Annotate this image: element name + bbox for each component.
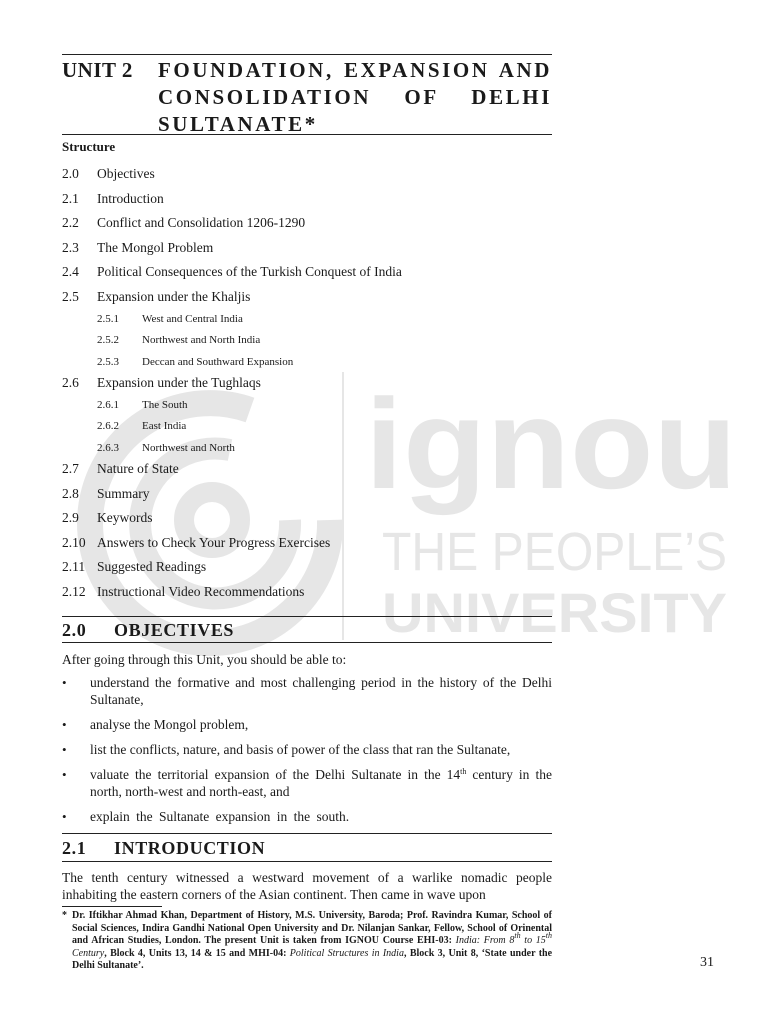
watermark-brand: ignou xyxy=(365,373,737,516)
toc-item-number: 2.6.3 xyxy=(97,441,119,454)
toc-item-number: 2.5 xyxy=(62,289,79,304)
toc-item-number: 2.3 xyxy=(62,239,79,255)
toc-item-label: Suggested Readings xyxy=(97,559,207,575)
toc-item-label: Deccan and Southward Expansion xyxy=(142,355,294,368)
footnote-mark: * xyxy=(62,910,67,921)
bullet-icon: • xyxy=(62,675,67,690)
toc-item-label: Nature of State xyxy=(97,461,179,476)
toc-item-number: 2.6.1 xyxy=(97,398,119,411)
toc-item-label: Instructional Video Recommendations xyxy=(97,584,305,599)
toc-item-label: Answers to Check Your Progress Exercises xyxy=(97,534,331,550)
bullet-icon: • xyxy=(62,809,67,824)
structure-label: Structure xyxy=(62,139,116,154)
top-rule xyxy=(62,54,552,55)
toc-item-label: Political Consequences of the Turkish Conquest of India xyxy=(97,264,402,280)
unit-number: UNIT 2 xyxy=(62,58,133,82)
bullet-icon: • xyxy=(62,742,67,757)
heading-bottom-rule xyxy=(62,134,552,135)
toc-item-number: 2.7 xyxy=(62,461,79,476)
toc-item-number: 2.8 xyxy=(62,485,79,501)
objectives-title: OBJECTIVES xyxy=(114,620,235,640)
watermark-line1: THE PEOPLE’S xyxy=(382,522,727,582)
toc-item-label: The South xyxy=(142,398,188,411)
toc-item-number: 2.5.3 xyxy=(97,355,119,368)
toc-item-number: 2.0 xyxy=(62,166,79,181)
toc-item-label: East India xyxy=(142,420,187,432)
objectives-intro: After going through this Unit, you should be able to: xyxy=(62,652,347,667)
toc-item-number: 2.9 xyxy=(62,510,79,526)
toc-item-label: Keywords xyxy=(97,510,153,526)
introduction-top-rule xyxy=(62,833,552,834)
toc-item-number: 2.6.2 xyxy=(97,420,119,432)
objectives-top-rule xyxy=(62,616,552,617)
toc-item-label: Introduction xyxy=(97,190,164,206)
toc-item-label: West and Central India xyxy=(142,312,243,325)
toc-item-number: 2.1 xyxy=(62,190,79,206)
toc-item-label: Expansion under the Tughlaqs xyxy=(97,375,261,390)
objectives-number: 2.0 xyxy=(62,620,87,640)
toc-item-number: 2.5.2 xyxy=(97,334,119,346)
toc-item-number: 2.11 xyxy=(62,559,86,575)
footnote-rule xyxy=(62,906,162,907)
toc-item-number: 2.5.1 xyxy=(97,312,119,325)
introduction-title: INTRODUCTION xyxy=(114,838,266,858)
toc-item-label: The Mongol Problem xyxy=(97,239,214,255)
introduction-number: 2.1 xyxy=(62,838,87,858)
toc-item-label: Objectives xyxy=(97,166,155,181)
toc-item-label: Northwest and North India xyxy=(142,334,261,346)
toc-item-number: 2.6 xyxy=(62,375,79,390)
toc-item-number: 2.12 xyxy=(62,584,86,599)
toc-item-label: Northwest and North xyxy=(142,441,235,454)
unit-title: FOUNDATION, EXPANSION AND CONSOLIDATION OF DELHI SULTANATE* xyxy=(158,58,552,136)
introduction-text: The tenth century witnessed a westward movement of a warlike nomadic people inhabiting the eastern corners of the Asian continent. Then came in wave upon xyxy=(62,870,552,902)
toc-item-number: 2.4 xyxy=(62,264,79,280)
toc-item-number: 2.10 xyxy=(62,534,86,550)
toc-item-label: Expansion under the Khaljis xyxy=(97,289,251,304)
footnote-text: Dr. Iftikhar Ahmad Khan, Department of History, M.S. University, Baroda; Prof. Ravindra Kumar, School of Social Sciences, Indira Gandhi National Open University and Dr. Nilanjan Sankar, Fellow, School of Orinental and African Studies, London. The present Unit is taken from IGNOU Course EHI-03: India: From 8th to 15th Century, Block 4, Units 13, 14 & 15 and MHI-04: Political Structures in India, Block 3, Unit 8, ‘State under the Delhi Sultanate’. xyxy=(72,910,553,972)
bullet-icon: • xyxy=(62,717,67,732)
toc-item-number: 2.2 xyxy=(62,215,79,231)
page-number: 31 xyxy=(700,955,714,970)
objectives-bottom-rule xyxy=(62,642,552,643)
introduction-bottom-rule xyxy=(62,861,552,862)
toc-item-label: Conflict and Consolidation 1206-1290 xyxy=(97,215,306,231)
bullet-icon: • xyxy=(62,767,67,782)
watermark-line2: UNIVERSITY xyxy=(382,581,727,644)
toc-item-label: Summary xyxy=(97,485,150,501)
